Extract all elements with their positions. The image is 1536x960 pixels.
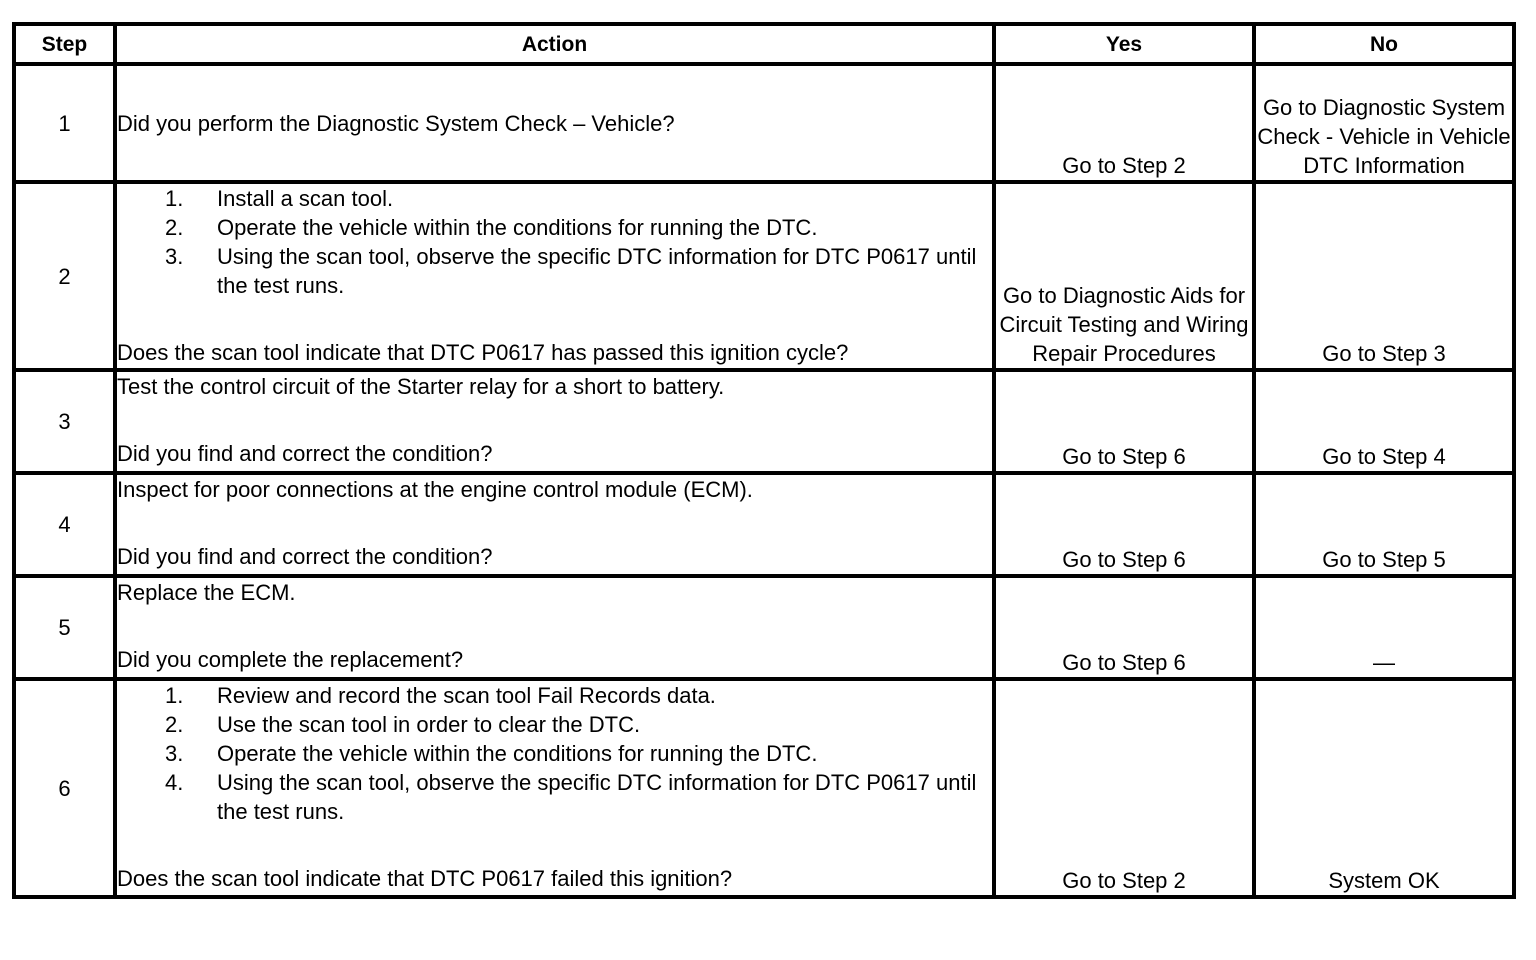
action-statement: Inspect for poor connections at the engine control module (ECM). xyxy=(117,477,753,502)
instruction-number: 4. xyxy=(165,770,184,795)
instruction-number: 2. xyxy=(165,712,184,737)
step-number: 5 xyxy=(14,576,115,679)
instruction-text: Operate the vehicle within the conditions for running the DTC. xyxy=(217,741,818,766)
instruction-number: 1. xyxy=(165,683,184,708)
action-cell xyxy=(115,182,994,370)
diagnostic-table xyxy=(12,22,1516,899)
step-number: 3 xyxy=(14,370,115,473)
header-action: Action xyxy=(115,24,994,64)
instruction-number: 1. xyxy=(165,186,184,211)
header-row xyxy=(14,24,1514,64)
list-item xyxy=(165,739,992,768)
instruction-number: 2. xyxy=(165,215,184,240)
yes-result: Go to Step 6 xyxy=(994,473,1254,576)
instruction-number: 3. xyxy=(165,244,184,269)
instruction-list xyxy=(117,184,992,300)
table-row xyxy=(14,370,1514,473)
action-statement: Replace the ECM. xyxy=(117,580,296,605)
action-question: Did you complete the replacement? xyxy=(117,647,464,672)
instruction-number: 3. xyxy=(165,741,184,766)
yes-result: Go to Step 2 xyxy=(994,679,1254,897)
no-result: System OK xyxy=(1254,679,1514,897)
action-cell xyxy=(115,64,994,182)
table-row xyxy=(14,473,1514,576)
instruction-text: Review and record the scan tool Fail Records data. xyxy=(217,683,716,708)
list-item xyxy=(165,184,992,213)
yes-result: Go to Step 6 xyxy=(994,370,1254,473)
table-row xyxy=(14,679,1514,897)
table-row xyxy=(14,182,1514,370)
action-cell xyxy=(115,370,994,473)
table-row xyxy=(14,64,1514,182)
step-number: 6 xyxy=(14,679,115,897)
action-question: Did you find and correct the condition? xyxy=(117,441,493,466)
header-step: Step xyxy=(14,24,115,64)
no-result: Go to Diagnostic System Check - Vehicle in Vehicle DTC Information xyxy=(1254,64,1514,182)
list-item xyxy=(165,242,992,300)
yes-result: Go to Diagnostic Aids for Circuit Testing and Wiring Repair Procedures xyxy=(994,182,1254,370)
list-item xyxy=(165,710,992,739)
instruction-text: Use the scan tool in order to clear the DTC. xyxy=(217,712,641,737)
list-item xyxy=(165,768,992,826)
no-result: Go to Step 5 xyxy=(1254,473,1514,576)
action-cell xyxy=(115,576,994,679)
no-result: Go to Step 3 xyxy=(1254,182,1514,370)
action-cell xyxy=(115,679,994,897)
no-result: — xyxy=(1254,576,1514,679)
instruction-text: Install a scan tool. xyxy=(217,186,394,211)
instruction-list xyxy=(117,681,992,826)
step-number: 2 xyxy=(14,182,115,370)
action-question: Does the scan tool indicate that DTC P0617 has passed this ignition cycle? xyxy=(117,340,849,365)
step-number: 1 xyxy=(14,64,115,182)
yes-result: Go to Step 6 xyxy=(994,576,1254,679)
step-number: 4 xyxy=(14,473,115,576)
list-item xyxy=(165,681,992,710)
action-statement: Test the control circuit of the Starter relay for a short to battery. xyxy=(117,374,725,399)
action-question: Did you find and correct the condition? xyxy=(117,544,493,569)
action-question: Does the scan tool indicate that DTC P0617 failed this ignition? xyxy=(117,866,733,891)
header-no: No xyxy=(1254,24,1514,64)
header-yes: Yes xyxy=(994,24,1254,64)
table-row xyxy=(14,576,1514,679)
action-question: Did you perform the Diagnostic System Check – Vehicle? xyxy=(117,110,675,136)
instruction-text: Using the scan tool, observe the specific DTC information for DTC P0617 until the test runs. xyxy=(217,770,977,824)
no-result: Go to Step 4 xyxy=(1254,370,1514,473)
instruction-text: Using the scan tool, observe the specific DTC information for DTC P0617 until the test runs. xyxy=(217,244,977,298)
instruction-text: Operate the vehicle within the conditions for running the DTC. xyxy=(217,215,818,240)
action-cell xyxy=(115,473,994,576)
yes-result: Go to Step 2 xyxy=(994,64,1254,182)
list-item xyxy=(165,213,992,242)
